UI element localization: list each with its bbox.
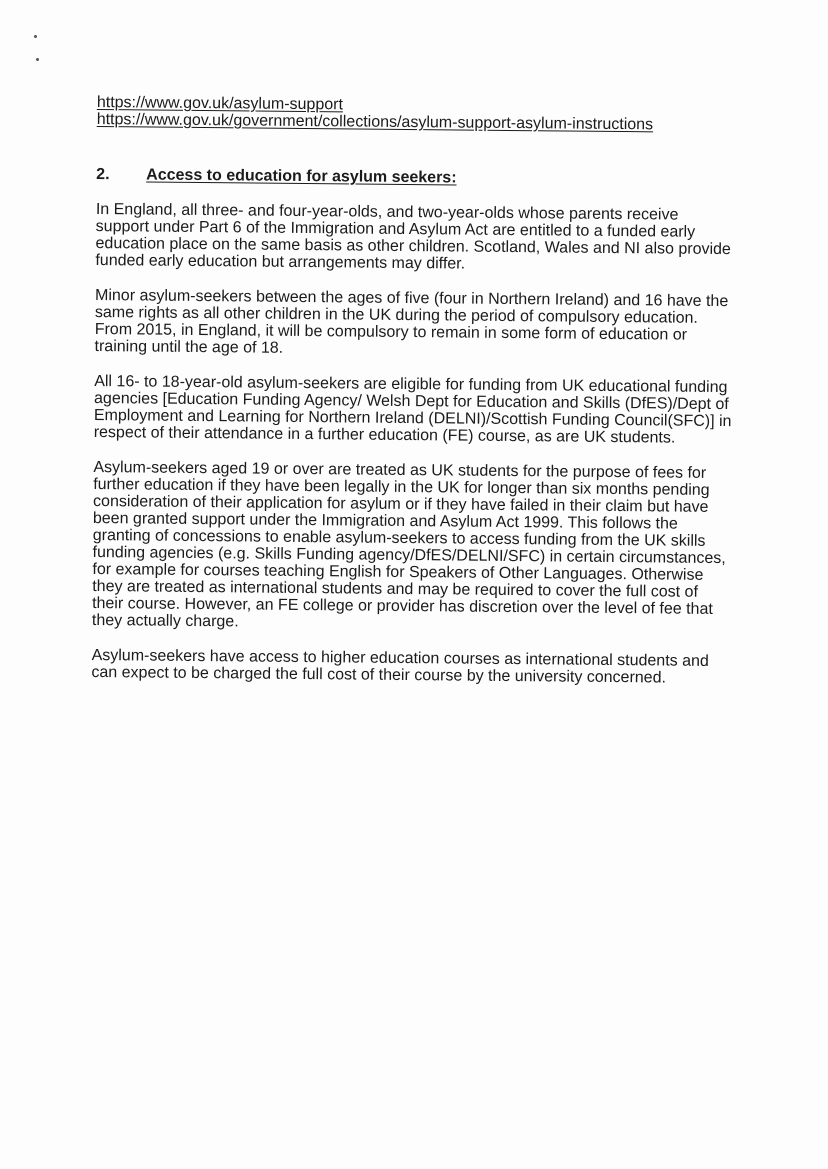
reference-links bbox=[97, 94, 737, 134]
scan-speck bbox=[36, 58, 39, 61]
asylum-support-link[interactable]: https://www.gov.uk/asylum-support bbox=[96, 94, 344, 114]
paragraph-further-education-16-18: All 16- to 18-year-old asylum-seekers are eligible for funding from UK educational funding agencies [Education Funding Agency/ Welsh Dept for Education and Skills (DfES)/Dept of Employment and Learning for Northern Ireland (DELNI)/Scottish Funding Council(SFC)] in respect of their attendance in a further education (FE) course, as are UK students. bbox=[93, 372, 732, 447]
section-heading bbox=[96, 166, 736, 189]
section-title: Access to education for asylum seekers: bbox=[146, 166, 457, 187]
scan-speck bbox=[34, 35, 37, 38]
asylum-instructions-link[interactable]: https://www.gov.uk/government/collections/asylum-support-asylum-instructions bbox=[96, 110, 654, 134]
paragraph-compulsory-education: Minor asylum-seekers between the ages of five (four in Northern Ireland) and 16 have the same rights as all other children in the UK during the period of compulsory education. From 2015, in England, it will be compulsory to remain in some form of education or training until the age of 18. bbox=[94, 286, 729, 357]
paragraph-further-education-19-plus: Asylum-seekers aged 19 or over are treated as UK students for the purpose of fees for further education if they have been legally in the UK for longer than six months pending consideration of their application for asylum or if they have failed in their claim but have been granted support under the Immigration and Asylum Act 1999. This follows the granting of concessions to enable asylum-seekers to access funding from the UK skills funding agencies (e.g. Skills Funding agency/DfES/DELNI/SFC) in certain circumstances, for example for courses teaching English for Speakers of Other Languages. Otherwise they are treated as international students and may be required to cover the full cost of their course. However, an FE college or provider has discretion over the level of fee that they actually charge. bbox=[91, 458, 726, 631]
paragraph-higher-education: Asylum-seekers have access to higher education courses as international students and can expect to be charged the full cost of their course by the university concerned. bbox=[91, 646, 709, 687]
paragraph-early-education: In England, all three- and four-year-olds, and two-year-olds whose parents receive support under Part 6 of the Immigration and Asylum Act are entitled to a funded early education place on the same basis as other children. Scotland, Wales and NI also provide funded early education but arrangements may differ. bbox=[95, 200, 731, 273]
section-number: 2. bbox=[96, 165, 110, 184]
document-body bbox=[91, 94, 737, 687]
